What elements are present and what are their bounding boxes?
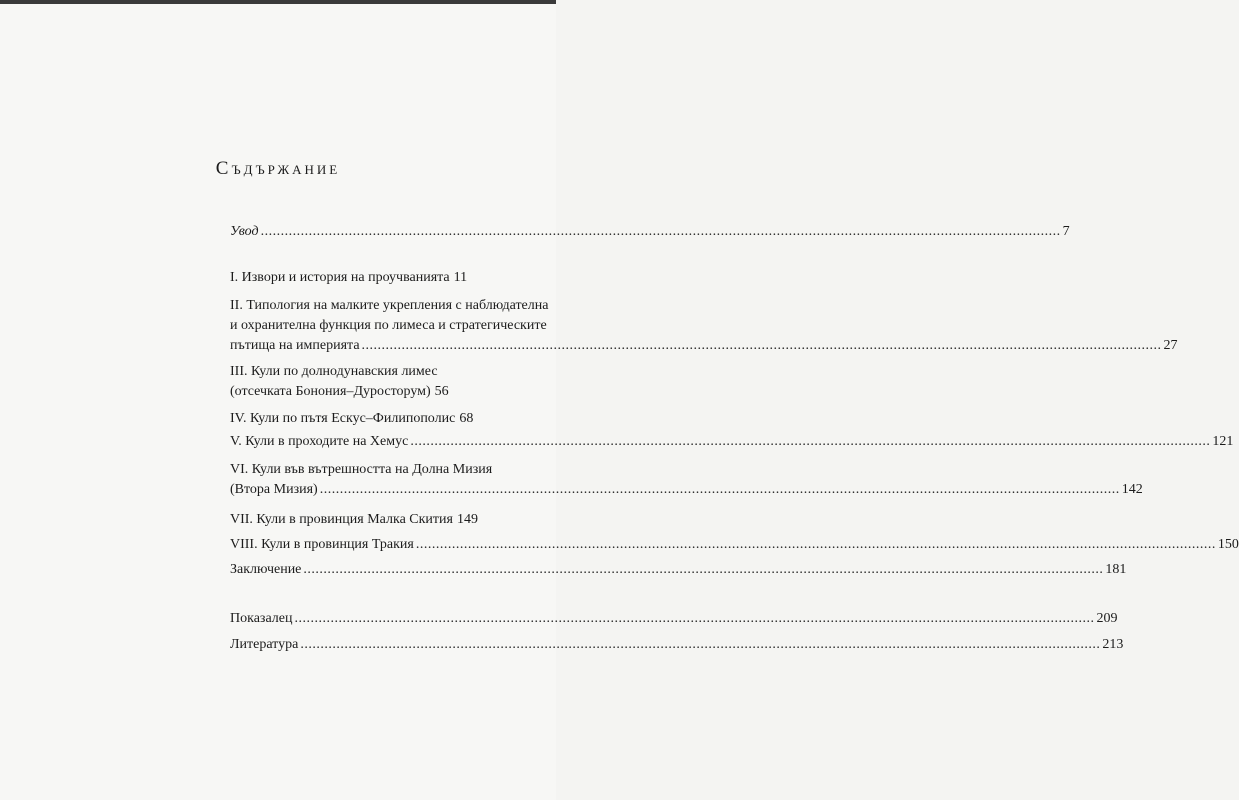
dot-leader: ........................................................................................................................................................................................................ xyxy=(300,637,1101,652)
toc-entry-text: I. Извори и история на проучванията xyxy=(230,270,450,285)
dot-leader: ........................................................................................................................................................................................................ xyxy=(415,537,1216,552)
toc-entry xyxy=(230,268,468,288)
toc-page-number: 181 xyxy=(1105,562,1127,577)
dot-leader: ........................................................................................................................................................................................................ xyxy=(260,224,1061,239)
toc-page-number: 56 xyxy=(434,384,449,399)
toc-entry-text: VI. Кули във вътрешността на Долна Мизия xyxy=(230,462,493,477)
toc-page-number: 121 xyxy=(1212,434,1234,449)
dot-leader: ........................................................................................................................................................................................................ xyxy=(294,611,1095,626)
toc-page-number: 27 xyxy=(1163,338,1178,353)
toc-entry-text: II. Типология на малките укрепления с наблюдателна xyxy=(230,298,549,313)
toc-page-number: 149 xyxy=(456,512,478,527)
toc-entry-text: Заключение xyxy=(230,562,302,577)
page-title: Съдържание xyxy=(215,158,341,179)
toc-entry-text: VII. Кули в провинция Малка Скития xyxy=(230,512,453,527)
toc-entry xyxy=(230,460,1143,500)
toc-entry xyxy=(230,510,478,530)
dot-leader: ........................................................................................................................................................................................................ xyxy=(303,562,1104,577)
toc-entry-text: Литература xyxy=(230,637,299,652)
toc-entry-text: III. Кули по долнодунавския лимес xyxy=(230,364,438,379)
toc-entry-text: V. Кули в проходите на Хемус xyxy=(230,434,409,449)
toc-entry-text: Показалец xyxy=(230,611,293,626)
dot-leader: ........................................................................................................................................................................................................ xyxy=(361,338,1162,353)
dot-leader: ........................................................................................................................................................................................................ xyxy=(319,482,1120,497)
toc-page-number: 213 xyxy=(1102,637,1124,652)
toc-entry xyxy=(230,409,474,429)
toc-entry xyxy=(230,560,1127,580)
toc-entry xyxy=(230,432,1234,452)
toc-entry xyxy=(230,535,1239,555)
toc-entry-text: (Втора Мизия) xyxy=(230,482,318,497)
toc-page-number: 209 xyxy=(1096,611,1118,626)
toc-entry xyxy=(230,296,1178,356)
toc-page-number: 142 xyxy=(1121,482,1143,497)
toc-entry-text: Увод xyxy=(230,224,259,239)
toc-entry-text: и охранителна функция по лимеса и стратегическите xyxy=(230,318,547,333)
toc-entry-text: VIII. Кули в провинция Тракия xyxy=(230,537,414,552)
toc-entry xyxy=(230,609,1118,629)
book-page xyxy=(0,4,556,800)
toc-entry-text: (отсечката Бонония–Дуросторум) xyxy=(230,384,431,399)
toc-page-number: 7 xyxy=(1062,224,1070,239)
toc-page-number: 68 xyxy=(459,411,474,426)
toc-page-number: 11 xyxy=(453,270,468,285)
toc-entry xyxy=(230,362,447,402)
toc-entry-text: IV. Кули по пътя Ескус–Филипополис xyxy=(230,411,456,426)
toc-entry xyxy=(230,635,1124,655)
toc-entry-text: пътища на империята xyxy=(230,338,360,353)
toc-page-number: 150 xyxy=(1217,537,1239,552)
dot-leader: ........................................................................................................................................................................................................ xyxy=(410,434,1211,449)
toc-entry xyxy=(230,222,1070,242)
